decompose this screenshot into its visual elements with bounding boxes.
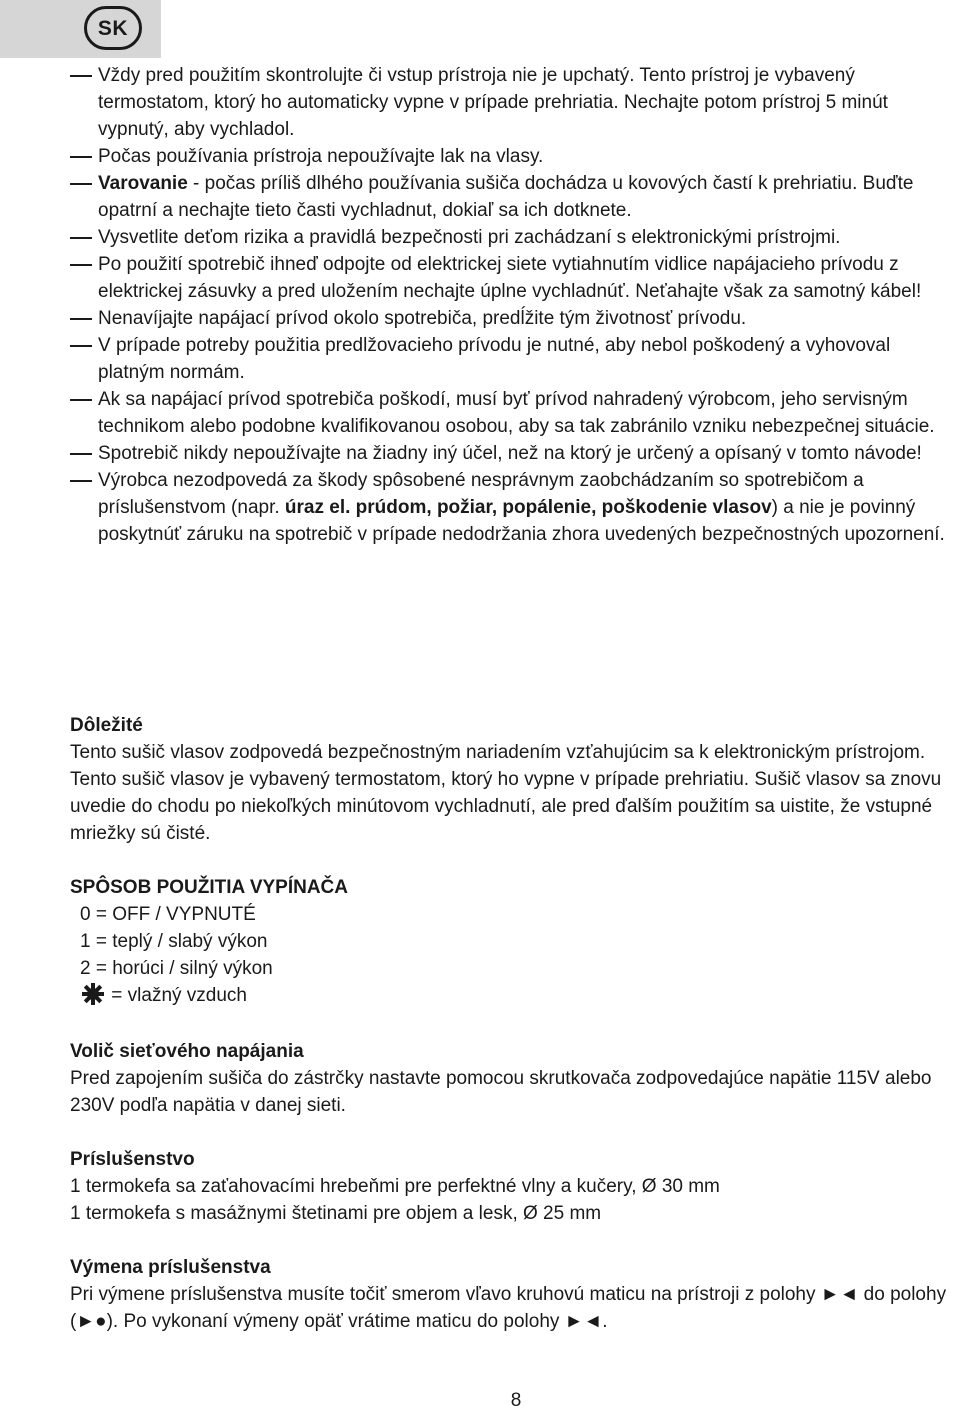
safety-list bbox=[70, 62, 960, 548]
safety-item bbox=[70, 224, 960, 251]
replacement-section bbox=[70, 1254, 960, 1335]
snowflake-icon bbox=[80, 983, 106, 1005]
safety-item-text: Nenavíjajte napájací prívod okolo spotrebiča, predĺžite tým životnosť prívodu. bbox=[98, 308, 747, 329]
safety-item-text: V prípade potreby použitia predlžovacieho prívodu je nutné, aby nebol poškodený a vyhovoval platným normám. bbox=[98, 335, 891, 383]
safety-item-bold-text: úraz el. prúdom, požiar, popálenie, poškodenie vlasov bbox=[284, 497, 772, 518]
bullet-dash bbox=[70, 156, 92, 158]
safety-item-text: Vysvetlite deťom rizika a pravidlá bezpečnosti pri zachádzaní s elektronickými prístrojmi. bbox=[98, 227, 841, 248]
replacement-text: Pri výmene príslušenstva musíte točiť smerom vľavo kruhovú maticu na prístroji z polohy ►◄ do polohy (►●). Po vykonaní výmeny opäť vrátime maticu do polohy ►◄. bbox=[70, 1284, 947, 1332]
bullet-dash bbox=[70, 318, 92, 320]
language-badge: SK bbox=[84, 6, 142, 50]
safety-item bbox=[70, 332, 960, 386]
safety-item-text: ) a nie je povinný poskytnúť záruku na spotrebič v prípade nedodržania zhora uvedených bezpečnostných upozornení. bbox=[98, 497, 945, 545]
voltage-text: Pred zapojením sušiča do zástrčky nastavte pomocou skrutkovača zodpovedajúce napätie 115V alebo 230V podľa napätia v danej sieti. bbox=[70, 1068, 932, 1116]
safety-item bbox=[70, 305, 960, 332]
important-text: Tento sušič vlasov zodpovedá bezpečnostným nariadením vzťahujúcim sa k elektronickým prístrojom. Tento sušič vlasov je vybavený termostatom, ktorý ho vypne v prípade prehriatiu. Sušič vlasov sa znovu uvedie do chodu po niekoľkých minútovom vychladnutí, ale pred ďalším použitím sa uistite, že vstupné mriežky sú čisté. bbox=[70, 742, 942, 844]
bullet-dash bbox=[70, 75, 92, 77]
accessories-title: Príslušenstvo bbox=[70, 1149, 195, 1170]
voltage-section bbox=[70, 1038, 960, 1119]
page-number: 8 bbox=[510, 1390, 522, 1411]
switch-setting-1: 1 = teplý / slabý výkon bbox=[80, 931, 268, 952]
safety-item-text: Po použití spotrebič ihneď odpojte od elektrickej siete vytiahnutím vidlice napájacieho prívodu z elektrickej zásuvky a pred uložením nechajte úplne vychladnúť. Neťahajte však za samotný kábel! bbox=[98, 254, 922, 302]
switch-setting-0: 0 = OFF / VYPNUTÉ bbox=[80, 904, 256, 925]
safety-item-text: Ak sa napájací prívod spotrebiča poškodí, musí byť prívod nahradený výrobcom, jeho servisným technikom alebo podobne kvalifikovanou osobou, aby sa tak zabránilo vzniku nebezpečnej situácie. bbox=[98, 389, 935, 437]
safety-item bbox=[70, 170, 960, 224]
safety-item-text: - počas príliš dlhého používania sušiča dochádza u kovových častí k prehriatiu. Buďte opatrní a nechajte tieto časti vychladnut, dokiaľ sa ich dotknete. bbox=[98, 173, 914, 221]
safety-item-text: Vždy pred použitím skontrolujte či vstup prístroja nie je upchatý. Tento prístroj je vybavený termostatom, ktorý ho automaticky vypne v prípade prehriatia. Nechajte potom prístroj 5 minút vypnutý, aby vychladol. bbox=[98, 65, 888, 140]
bullet-dash bbox=[70, 453, 92, 455]
important-title: Dôležité bbox=[70, 715, 143, 736]
switch-section bbox=[70, 874, 960, 1009]
accessories-section bbox=[70, 1146, 960, 1227]
safety-item-text: Výrobca nezodpovedá za škody spôsobené nesprávnym zaobchádzaním so spotrebičom a príslušenstvom (napr. bbox=[98, 470, 864, 518]
accessory-item-1: 1 termokefa s masážnymi štetinami pre objem a lesk, Ø 25 mm bbox=[70, 1203, 602, 1224]
switch-setting-cold bbox=[80, 982, 960, 1009]
safety-item bbox=[70, 251, 960, 305]
safety-item bbox=[70, 62, 960, 143]
bullet-dash bbox=[70, 183, 92, 185]
safety-item bbox=[70, 386, 960, 440]
safety-item-bold-text: Varovanie bbox=[98, 173, 188, 194]
important-section bbox=[70, 712, 960, 847]
accessory-item-0: 1 termokefa sa zaťahovacími hrebeňmi pre perfektné vlny a kučery, Ø 30 mm bbox=[70, 1176, 720, 1197]
safety-item bbox=[70, 467, 960, 548]
bullet-dash bbox=[70, 399, 92, 401]
switch-setting-2: 2 = horúci / silný výkon bbox=[80, 958, 273, 979]
safety-item-text: Spotrebič nikdy nepoužívajte na žiadny iný účel, než na ktorý je určený a opísaný v tomto návode! bbox=[98, 443, 922, 464]
safety-item bbox=[70, 440, 960, 467]
replacement-title: Výmena príslušenstva bbox=[70, 1257, 271, 1278]
bullet-dash bbox=[70, 480, 92, 482]
bullet-dash bbox=[70, 264, 92, 266]
safety-item bbox=[70, 143, 960, 170]
bullet-dash bbox=[70, 345, 92, 347]
safety-item-text: Počas používania prístroja nepoužívajte lak na vlasy. bbox=[98, 146, 544, 167]
switch-settings bbox=[70, 901, 960, 1009]
cold-label: = vlažný vzduch bbox=[111, 985, 247, 1006]
bullet-dash bbox=[70, 237, 92, 239]
voltage-title: Volič sieťového napájania bbox=[70, 1041, 304, 1062]
switch-title: SPÔSOB POUŽITIA VYPÍNAČA bbox=[70, 877, 348, 898]
language-tab bbox=[0, 0, 161, 58]
